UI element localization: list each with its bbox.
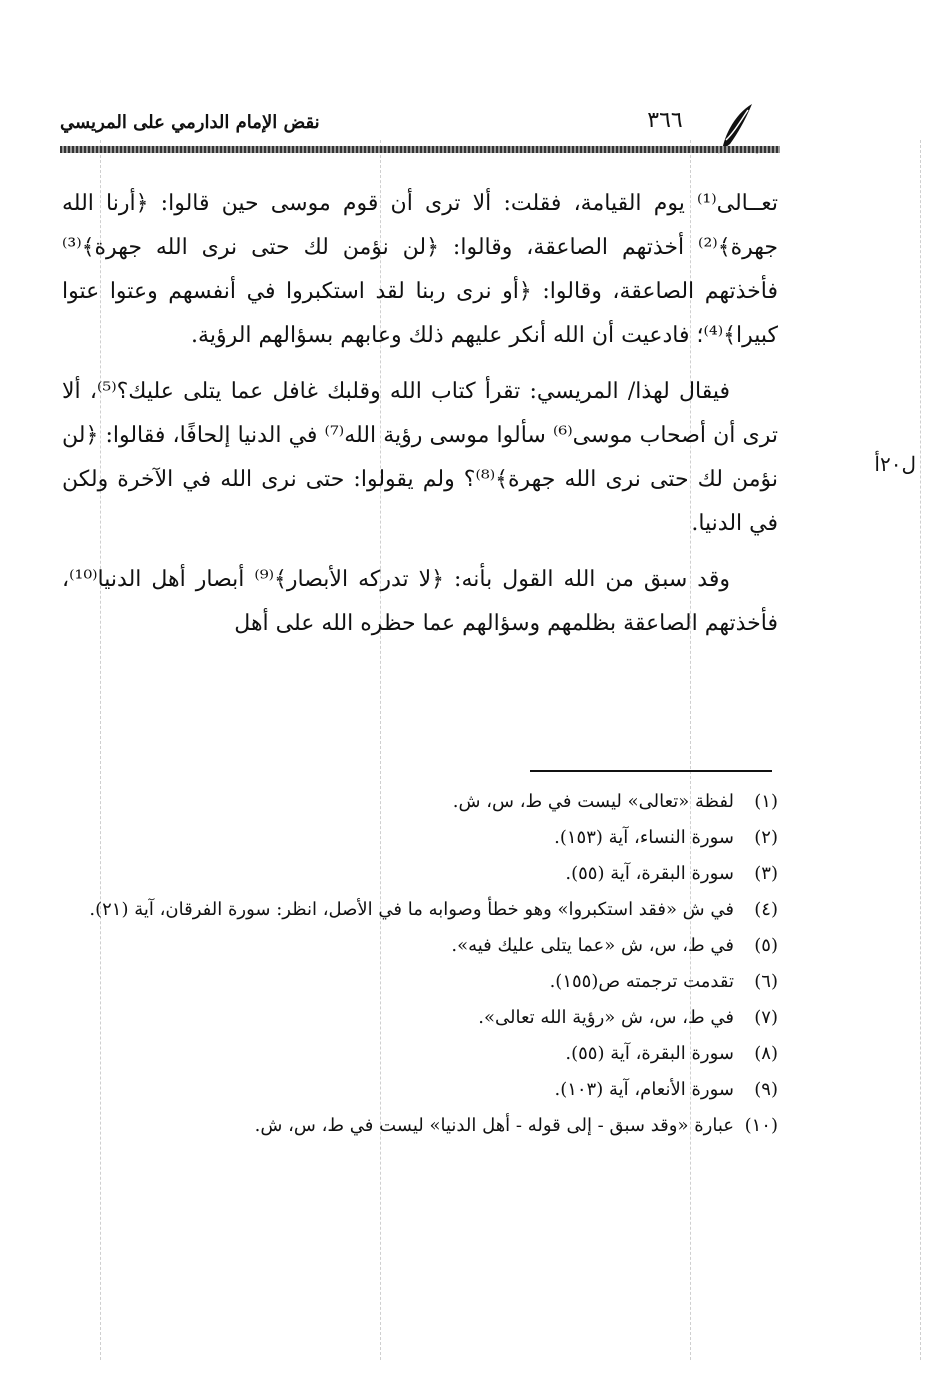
footnote: (٨)سورة البقرة، آية (٥٥).	[565, 1043, 778, 1064]
footnote: (٩)سورة الأنعام، آية (١٠٣).	[554, 1079, 778, 1100]
paragraph: وقد سبق من الله القول بأنه: ﴿لا تدركه الأبصار﴾⁽⁹⁾ أبصار أهل الدنيا⁽¹⁰⁾، فأخذتهم الصاعقة بظلمهم وسؤالهم عما حظره الله على أهل	[62, 567, 778, 636]
footnote: (٣)سورة البقرة، آية (٥٥).	[565, 863, 778, 884]
scan-guide-line	[920, 140, 921, 1360]
footnote: (٥)في ط، س، ش «عما يتلى عليك فيه».	[451, 935, 778, 956]
manuscript-folio-note: ل٢٠أ	[874, 452, 916, 476]
footnote: (١)لفظة «تعالى» ليست في ط، س، ش.	[452, 791, 778, 812]
running-header	[60, 100, 780, 158]
book-title: نقض الإمام الدارمي على المريسي	[60, 112, 320, 133]
footnote: (٧)في ط، س، ش «رؤية الله تعالى».	[478, 1007, 778, 1028]
footnote: (٤)في ش «فقد استكبروا» وهو خطأ وصوابه ما في الأصل، انظر: سورة الفرقان، آية (٢١).	[89, 899, 778, 920]
paragraph: تعــالى⁽¹⁾ يوم القيامة، فقلت: ألا ترى أن قوم موسى حين قالوا: ﴿أرنا الله جهرة﴾⁽²⁾ أخذتهم الصاعقة، وقالوا: ﴿لن نؤمن لك حتى نرى الله جهرة﴾⁽³⁾ فأخذتهم الصاعقة، وقالوا: ﴿أو نرى ربنا لقد استكبروا في أنفسهم وعتوا عتوا كبيرا﴾⁽⁴⁾؛ فادعيت أن الله أنكر عليهم ذلك وعابهم بسؤالهم الرؤية.	[62, 191, 778, 348]
paragraph: فيقال لهذا/ المريسي: تقرأ كتاب الله وقلبك غافل عما يتلى عليك؟⁽⁵⁾، ألا ترى أن أصحاب موسى⁽⁶⁾ سألوا موسى رؤية الله⁽⁷⁾ في الدنيا إلحافًا، فقالوا: ﴿لن نؤمن لك حتى نرى الله جهرة﴾⁽⁸⁾؟ ولم يقولوا: حتى نرى الله في الآخرة ولكن في الدنيا.	[62, 379, 779, 536]
footnote: (١٠)عبارة «وقد سبق - إلى قوله - أهل الدنيا» ليست في ط، س، ش.	[254, 1115, 778, 1136]
footnotes	[62, 786, 778, 1146]
header-rule	[60, 146, 780, 153]
footnote: (٦)تقدمت ترجمته ص(١٥٥).	[549, 971, 778, 992]
footnote: (٢)سورة النساء، آية (١٥٣).	[554, 827, 778, 848]
footnote-separator	[530, 770, 772, 772]
page-number: ٣٦٦	[647, 108, 683, 133]
main-text	[62, 182, 778, 658]
